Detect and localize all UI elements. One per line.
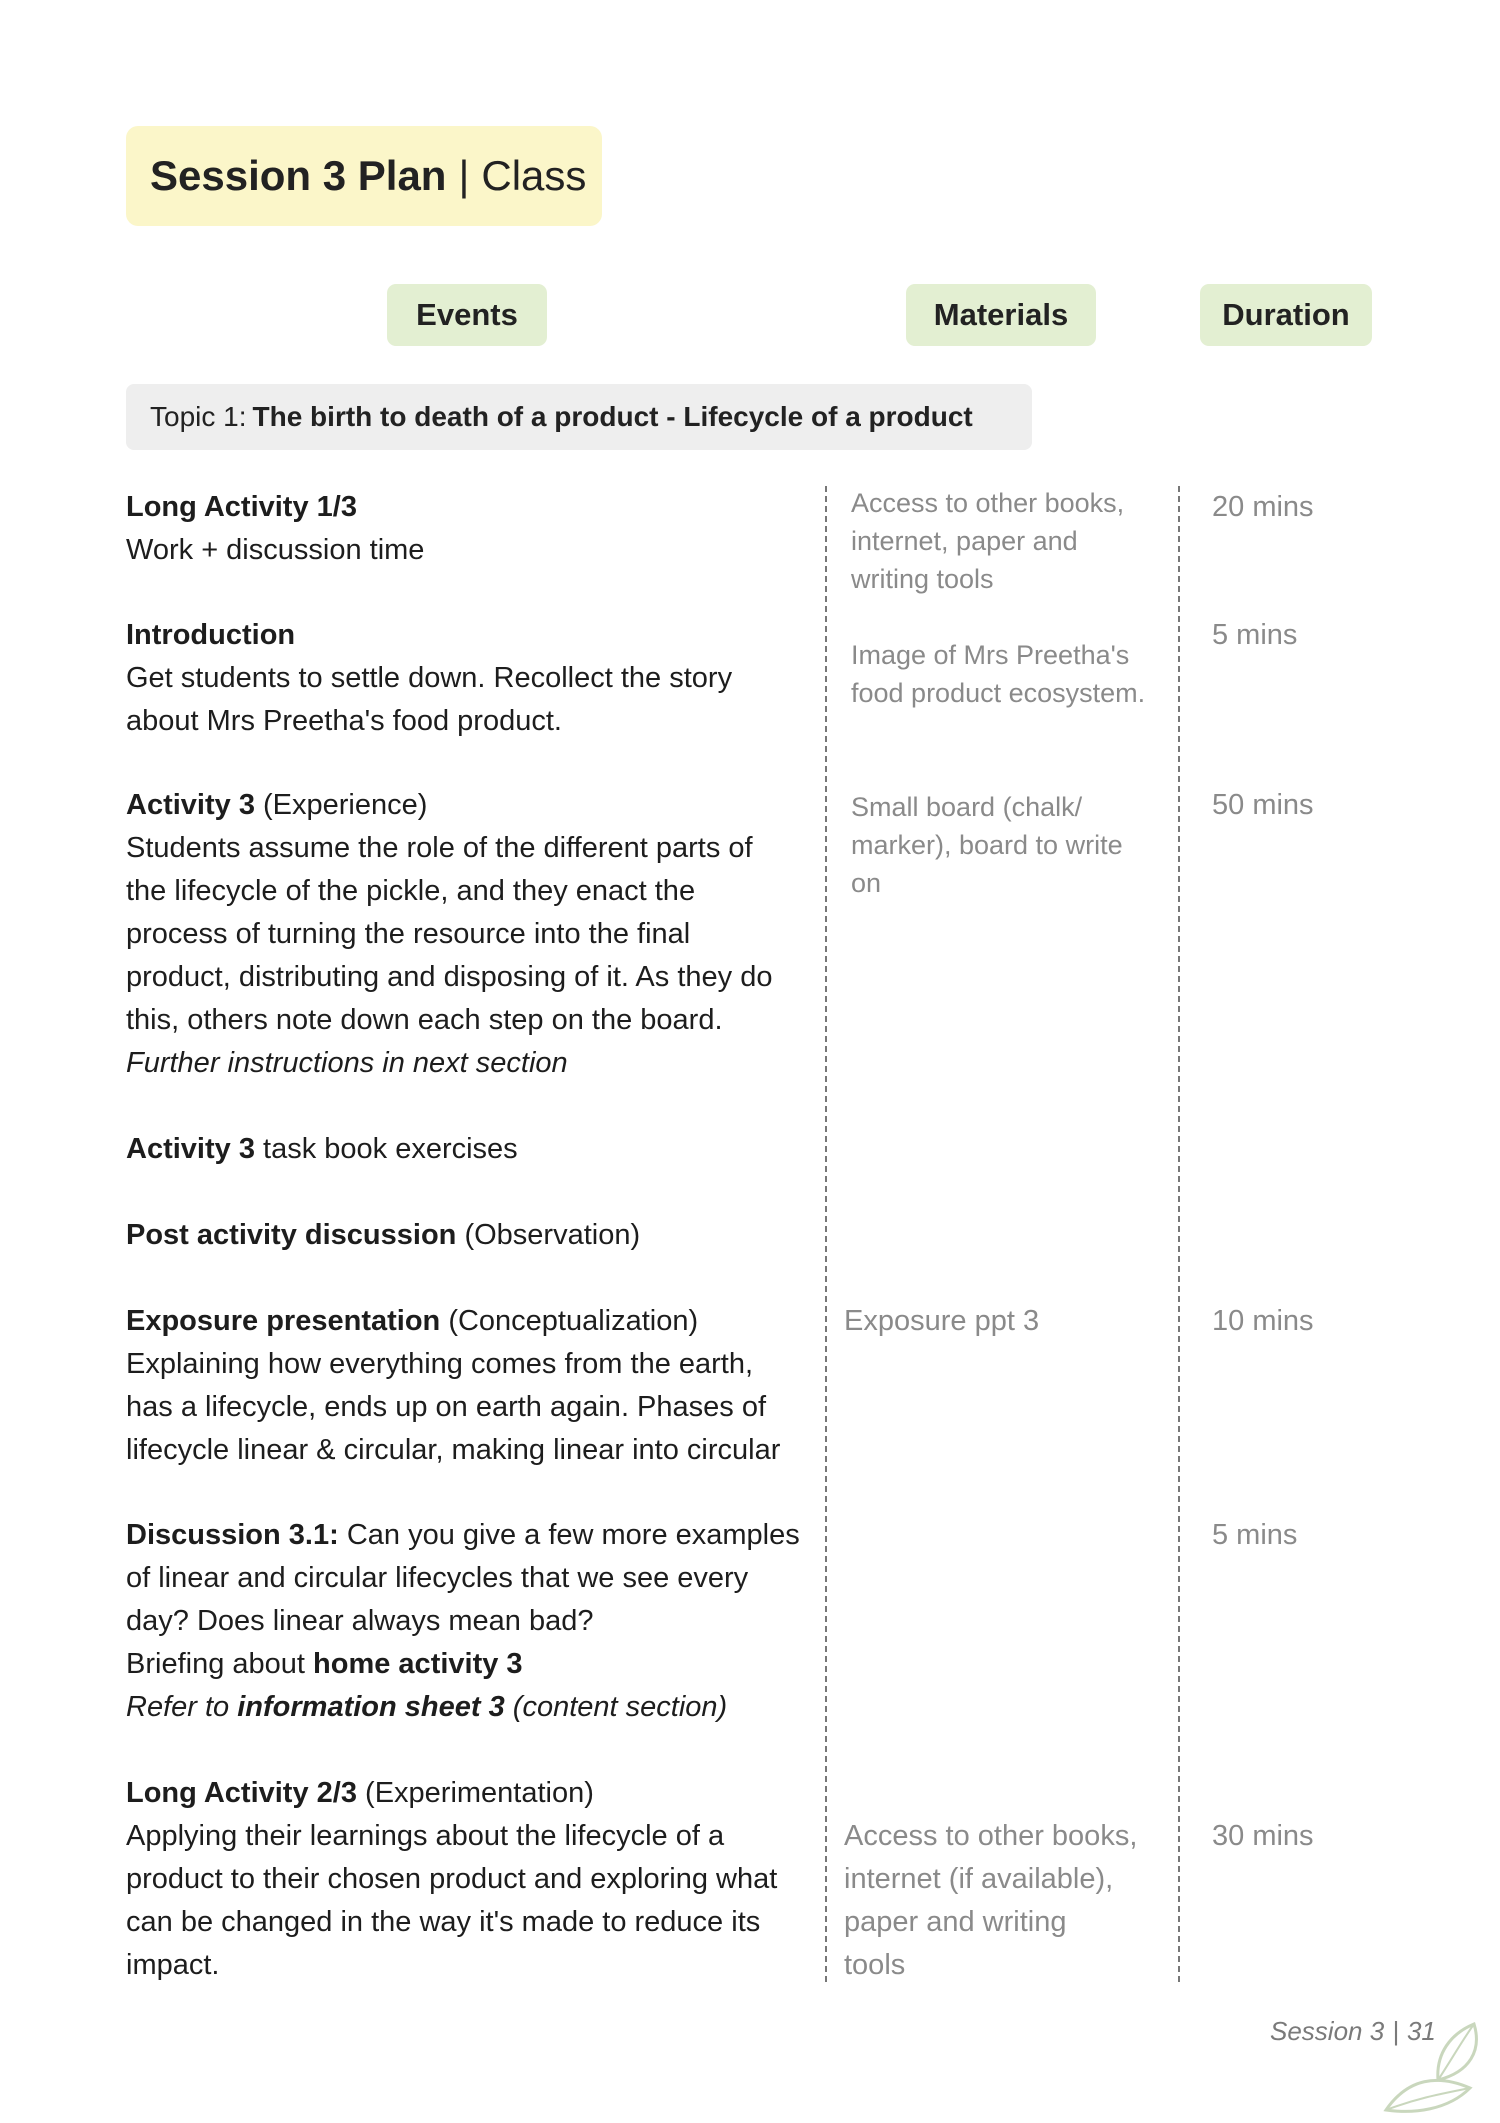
topic-prefix: Topic 1: [150,401,247,432]
introduction-title: Introduction [126,619,296,651]
task-book-event [126,1128,806,1171]
activity-3-desc-line: Students assume the role of the different parts of [126,832,753,864]
discussion-duration: 5 mins [1212,1519,1298,1551]
introduction-desc-line: about Mrs Preetha's food product. [126,705,562,737]
title-light: Class [481,152,587,199]
activity-3-desc-line: this, others note down each step on the board. [126,1004,723,1036]
discussion-desc-line: Can you give a few more examples [346,1519,800,1551]
long-activity-2-tag: (Experimentation) [365,1777,594,1809]
exposure-desc-line: has a lifecycle, ends up on earth again. Phases of [126,1391,767,1423]
exposure-desc-line: Explaining how everything comes from the earth, [126,1348,754,1380]
exposure-materials: Exposure ppt 3 [844,1305,1040,1337]
materials-line: Access to other books, [851,488,1125,518]
topic-banner [126,384,1032,450]
footer-separator: | [1392,2016,1399,2046]
materials-line: paper and writing [844,1906,1067,1938]
materials-line: food product ecosystem. [851,678,1146,708]
leaf-icon [1378,2018,1488,2118]
materials-line: Image of Mrs Preetha's [851,640,1130,670]
briefing-prefix: Briefing about [126,1648,305,1680]
long-activity-1-title: Long Activity 1/3 [126,491,357,523]
long-activity-1-event [126,486,806,572]
page-number: 31 [1406,2016,1436,2046]
exposure-duration: 10 mins [1212,1305,1314,1337]
discussion-event [126,1514,806,1729]
refer-suffix: (content section) [512,1691,728,1723]
materials-line: marker), board to write [851,830,1123,860]
activity-3-desc-line: process of turning the resource into the final [126,918,691,950]
materials-line: tools [844,1949,906,1981]
duration-header: Duration [1200,284,1372,346]
activity-3-desc-line: the lifecycle of the pickle, and they enact the [126,875,696,907]
refer-prefix: Refer to [126,1691,230,1723]
title-separator: | [458,152,470,199]
long-activity-2-desc-line: product to their chosen product and exploring what [126,1863,778,1895]
events-header: Events [387,284,547,346]
long-activity-2-event [126,1772,806,1987]
introduction-desc-line: Get students to settle down. Recollect the story [126,662,733,694]
activity-3-event [126,784,806,1085]
exposure-desc-line: lifecycle linear & circular, making linear into circular [126,1434,781,1466]
long-activity-2-desc-line: impact. [126,1949,220,1981]
activity-3-materials [851,788,1171,902]
materials-line: Small board (chalk/ [851,792,1083,822]
footer-session: Session 3 [1270,2016,1385,2046]
long-activity-1-desc: Work + discussion time [126,534,425,566]
post-activity-title: Post activity discussion [126,1219,457,1251]
long-activity-2-title: Long Activity 2/3 [126,1777,357,1809]
introduction-duration: 5 mins [1212,619,1298,651]
discussion-title: Discussion 3.1: [126,1519,339,1551]
post-activity-event [126,1214,806,1257]
topic-title: The birth to death of a product - Lifecycle of a product [252,401,973,432]
task-book-title: Activity 3 [126,1133,255,1165]
title-bold: Session 3 Plan [150,152,447,199]
discussion-desc-line: of linear and circular lifecycles that we see every [126,1562,749,1594]
materials-divider [825,486,827,1982]
long-activity-2-duration: 30 mins [1212,1820,1314,1852]
page-title [126,126,602,226]
task-book-rest: task book exercises [263,1133,518,1165]
introduction-materials [851,636,1171,712]
materials-line: internet, paper and [851,526,1078,556]
long-activity-2-materials [844,1815,1164,1987]
introduction-event [126,614,806,743]
long-activity-1-materials [851,484,1171,598]
long-activity-2-desc-line: Applying their learnings about the lifecycle of a [126,1820,725,1852]
long-activity-1-duration: 20 mins [1212,491,1314,523]
discussion-desc-line: day? Does linear always mean bad? [126,1605,594,1637]
activity-3-note: Further instructions in next section [126,1047,568,1079]
materials-line: writing tools [851,564,994,594]
exposure-event [126,1300,806,1472]
activity-3-desc-line: product, distributing and disposing of it. As they do [126,961,773,993]
exposure-title: Exposure presentation [126,1305,441,1337]
long-activity-2-desc-line: can be changed in the way it's made to reduce its [126,1906,761,1938]
activity-3-duration: 50 mins [1212,789,1314,821]
activity-3-tag: (Experience) [263,789,428,821]
refer-bold: information sheet 3 [237,1691,505,1723]
exposure-tag: (Conceptualization) [448,1305,699,1337]
materials-line: Access to other books, [844,1820,1138,1852]
materials-line: internet (if available), [844,1863,1114,1895]
activity-3-title: Activity 3 [126,789,255,821]
materials-line: on [851,868,882,898]
duration-divider [1178,486,1180,1982]
briefing-bold: home activity 3 [313,1648,523,1680]
post-activity-tag: (Observation) [464,1219,641,1251]
materials-header: Materials [906,284,1096,346]
